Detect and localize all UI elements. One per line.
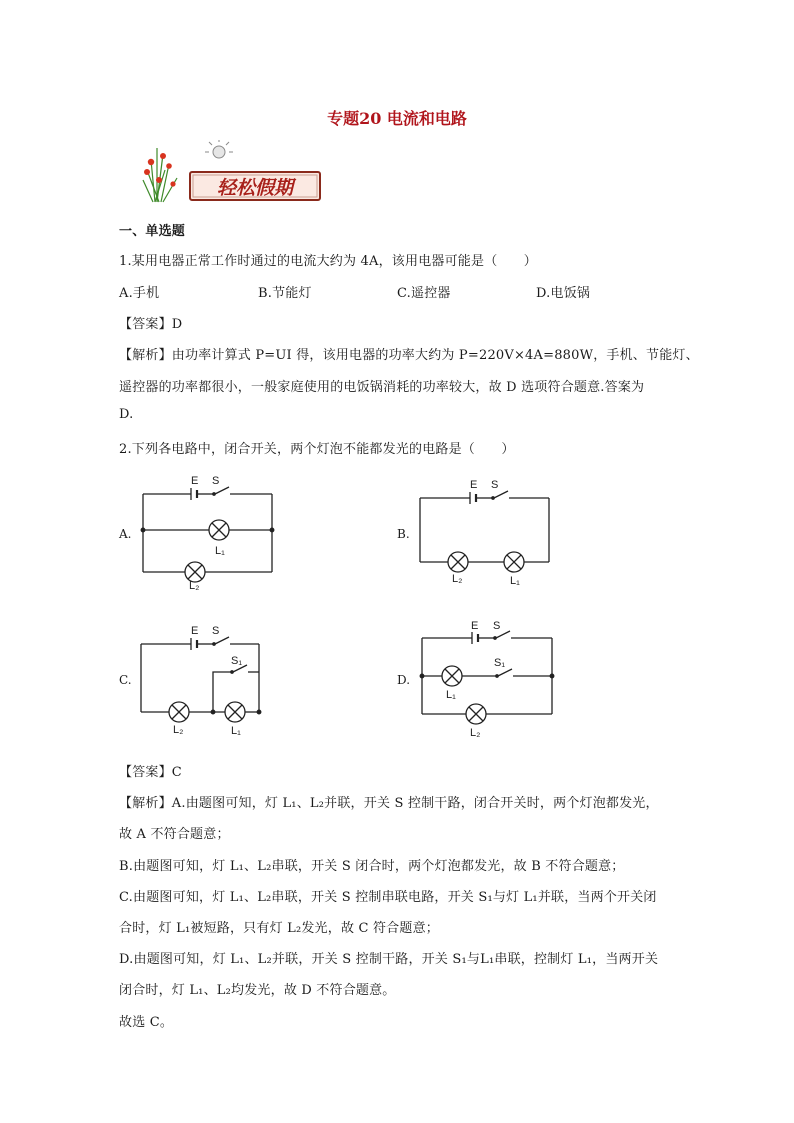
circuit-c-lamp1-label: L₁ xyxy=(231,725,241,737)
circuit-b-switch-label: S xyxy=(491,479,499,491)
q2-analysis-line-6: D.由题图可知，灯 L₁、L₂并联，开关 S 控制干路，开关 S₁与L₁串联，控制灯 L₁，当两开关 xyxy=(119,952,659,967)
circuit-d-label: D. xyxy=(397,673,411,687)
circuit-a-label: A. xyxy=(119,527,132,541)
circuit-d-battery-label: E xyxy=(471,620,479,632)
circuit-c-switch1-label: S₁ xyxy=(231,655,243,667)
circuit-d-switch-label: S xyxy=(493,620,501,632)
q2-analysis-line-1: 【解析】A.由题图可知，灯 L₁、L₂并联，开关 S 控制干路，闭合开关时，两个灯泡都发光， xyxy=(119,796,659,811)
q1-analysis-line-1: 【解析】由功率计算式 P=UI 得，该用电器的功率大约为 P=220V×4A=880W，手机、节能灯、 xyxy=(119,348,699,363)
circuit-b-battery-label: E xyxy=(470,479,478,491)
q2-analysis-line-2: 故 A 不符合题意； xyxy=(119,827,230,842)
q2-answer: 【答案】C xyxy=(119,765,182,780)
circuit-d-lamp1-label: L₁ xyxy=(446,689,456,701)
q1-analysis-line-2: 遥控器的功率都很小，一般家庭使用的电饭锅消耗的功率较大，故 D 选项符合题意.答案为 xyxy=(119,380,645,395)
circuit-d-diagram xyxy=(414,620,566,740)
q1-stem: 1.某用电器正常工作时通过的电流大约为 4A，该用电器可能是（ ） xyxy=(119,254,537,269)
circuit-c-lamp2-label: L₂ xyxy=(173,724,184,736)
circuit-d-switch1-label: S₁ xyxy=(494,657,506,669)
circuit-c-diagram xyxy=(135,622,285,738)
q2-analysis-line-3: B.由题图可知，灯 L₁、L₂串联，开关 S 闭合时，两个灯泡都发光，故 B 不符合题意； xyxy=(119,859,625,874)
q2-analysis-line-8: 故选 C。 xyxy=(119,1015,174,1030)
circuit-d-lamp2-label: L₂ xyxy=(470,727,481,739)
q1-option-c: C.遥控器 xyxy=(397,286,451,301)
circuit-c-label: C. xyxy=(119,673,132,687)
q1-answer: 【答案】D xyxy=(119,317,183,332)
holiday-banner xyxy=(133,140,323,206)
circuit-a-diagram xyxy=(135,470,285,592)
q2-analysis-line-7: 闭合时，灯 L₁、L₂均发光，故 D 不符合题意。 xyxy=(119,983,396,998)
circuit-b-lamp2-label: L₂ xyxy=(452,573,463,585)
circuit-c-battery-label: E xyxy=(191,625,199,637)
circuit-c-switch-label: S xyxy=(212,625,220,637)
flower-sun-logo xyxy=(133,140,323,206)
circuit-b-label: B. xyxy=(397,527,410,541)
q2-analysis-line-4: C.由题图可知，灯 L₁、L₂串联，开关 S 控制串联电路，开关 S₁与灯 L₁并联，当两个开关闭 xyxy=(119,890,657,905)
circuit-b-lamp1-label: L₁ xyxy=(510,575,520,587)
q2-stem: 2.下列各电路中，闭合开关，两个灯泡不能都发光的电路是（ ） xyxy=(119,442,515,457)
circuit-a-battery-label: E xyxy=(191,475,199,487)
circuit-a-switch-label: S xyxy=(212,475,220,487)
circuit-a-lamp1-label: L₁ xyxy=(215,545,225,557)
q1-option-a: A.手机 xyxy=(119,286,160,301)
circuit-a-lamp2-label: L₂ xyxy=(189,580,200,592)
page-title: 专题20 电流和电路 xyxy=(327,109,467,128)
q1-analysis-line-3: D. xyxy=(119,407,134,422)
circuit-b-diagram xyxy=(412,478,562,590)
q1-option-d: D.电饭锅 xyxy=(536,286,591,301)
banner-text: 轻松假期 xyxy=(216,178,294,199)
q1-option-b: B.节能灯 xyxy=(258,286,312,301)
section-heading: 一、单选题 xyxy=(119,224,186,239)
q2-analysis-line-5: 合时，灯 L₁被短路，只有灯 L₂发光，故 C 符合题意； xyxy=(119,921,439,936)
